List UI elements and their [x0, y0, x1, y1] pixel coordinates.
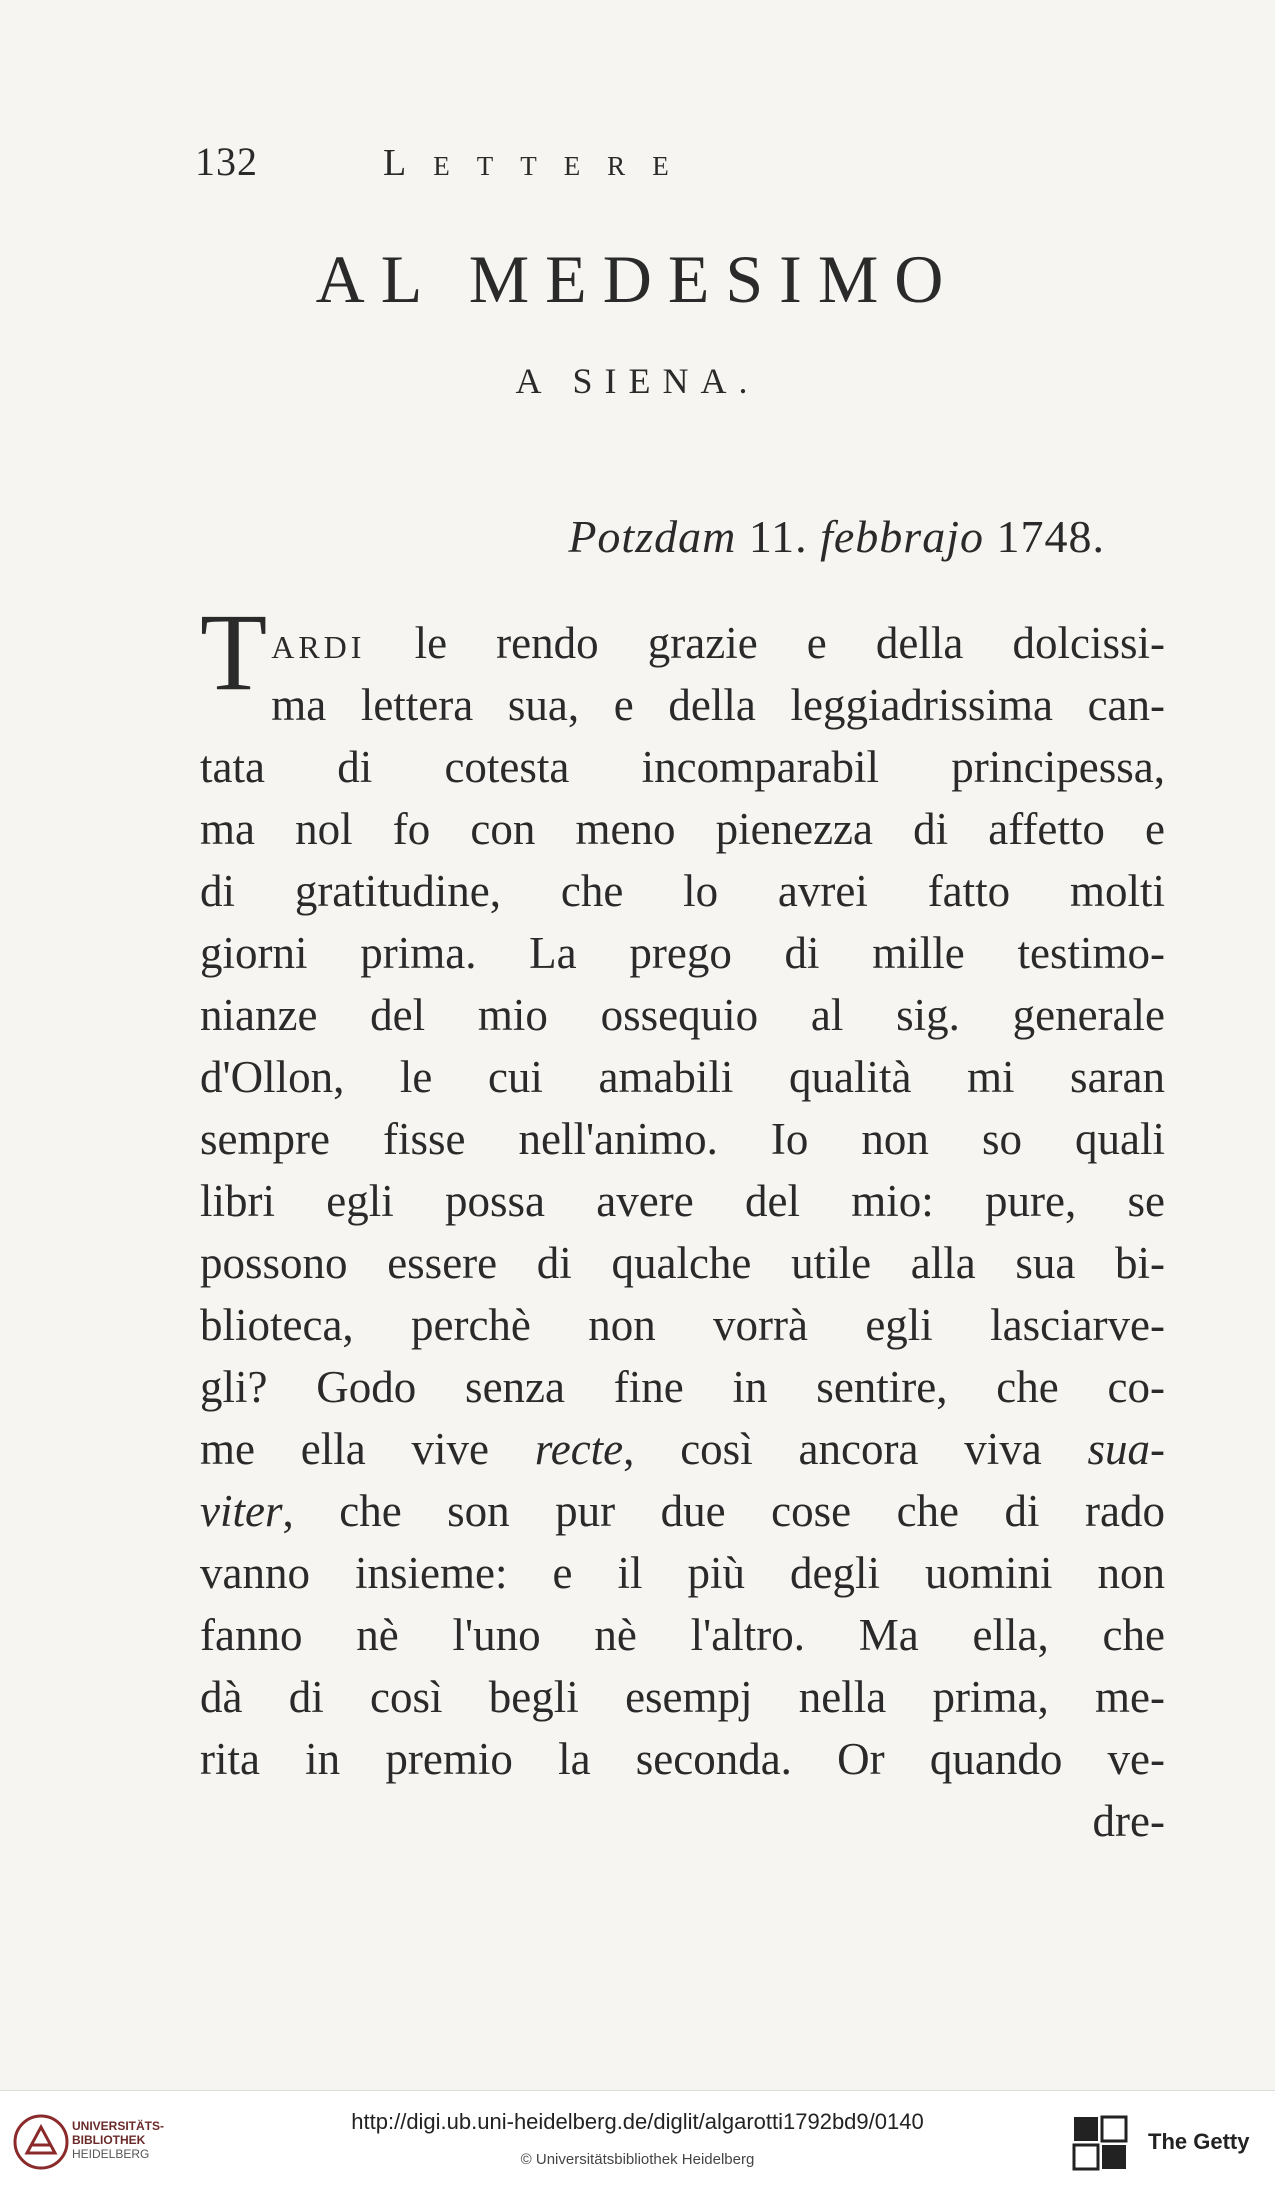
body-line-text: , che son pur due cose che di rado — [282, 1486, 1165, 1536]
italic-word: recte — [534, 1424, 624, 1474]
body-line: giorni prima. La prego di mille testimo- — [200, 928, 1165, 978]
body-line: gli? Godo senza fine in sentire, che co- — [200, 1362, 1165, 1412]
body-line: rita in premio la seconda. Or quando ve- — [200, 1734, 1165, 1784]
dateline-year: 1748. — [996, 511, 1105, 562]
getty-logo-icon — [1070, 2113, 1130, 2173]
body-line: d'Ollon, le cui amabili qualità mi saran — [200, 1052, 1165, 1102]
body-line-text: le rendo grazie e della dolcissi- — [414, 618, 1165, 668]
body-line: possono essere di qualche utile alla sua bi- — [200, 1238, 1165, 1288]
body-line: fanno nè l'uno nè l'altro. Ma ella, che — [200, 1610, 1165, 1660]
body-line: libri egli possa avere del mio: pure, se — [200, 1176, 1165, 1226]
first-word-rest: ardi — [271, 618, 366, 668]
library-name-line: UNIVERSITÄTS- — [72, 2119, 165, 2133]
running-head — [195, 138, 696, 198]
body-line-text: , così ancora viva — [623, 1424, 1042, 1474]
library-name-line: HEIDELBERG — [72, 2147, 150, 2161]
dateline-month: febbrajo — [820, 511, 984, 562]
italic-word: sua- — [1087, 1424, 1166, 1474]
body-line — [200, 1418, 1165, 1480]
permalink-url[interactable]: http://digi.ub.uni-heidelberg.de/diglit/algarotti1792bd9/0140 — [351, 2109, 924, 2134]
letter-heading: AL MEDESIMO — [315, 241, 960, 317]
body-line — [200, 1480, 1165, 1542]
getty-name: The Getty — [1148, 2129, 1250, 2154]
body-line: dà di così begli esempj nella prima, me- — [200, 1672, 1165, 1722]
dateline — [568, 510, 1105, 563]
copyright-notice: © Universitätsbibliothek Heidelberg — [520, 2151, 755, 2168]
body-line-text: me ella vive — [200, 1424, 490, 1474]
body-line: nianze del mio ossequio al sig. generale — [200, 990, 1165, 1040]
drop-cap: T — [200, 591, 268, 713]
body-line: blioteca, perchè non vorrà egli lasciarve- — [200, 1300, 1165, 1350]
catchword: dre- — [1092, 1796, 1165, 1846]
body-line: tata di cotesta incomparabil principessa, — [200, 742, 1165, 792]
body-line: ma lettera sua, e della leggiadrissima can- — [271, 680, 1165, 730]
body-line: ma nol fo con meno pienezza di affetto e — [200, 804, 1165, 854]
italic-word: viter — [200, 1486, 283, 1536]
letter-subheading: A SIENA. — [515, 361, 760, 401]
body-line: vanno insieme: e il più degli uomini non — [200, 1548, 1165, 1598]
letter-body — [200, 591, 1166, 1852]
running-title: Lettere — [383, 142, 696, 184]
viewer-footer — [0, 2090, 1275, 2201]
body-line: di gratitudine, che lo avrei fatto molti — [200, 866, 1165, 916]
page-number: 132 — [195, 139, 258, 184]
body-line: sempre fisse nell'animo. Io non so quali — [200, 1114, 1165, 1164]
dateline-day: 11. — [748, 511, 808, 562]
dateline-place: Potzdam — [568, 511, 737, 562]
library-name-line: BIBLIOTHEK — [72, 2133, 146, 2147]
